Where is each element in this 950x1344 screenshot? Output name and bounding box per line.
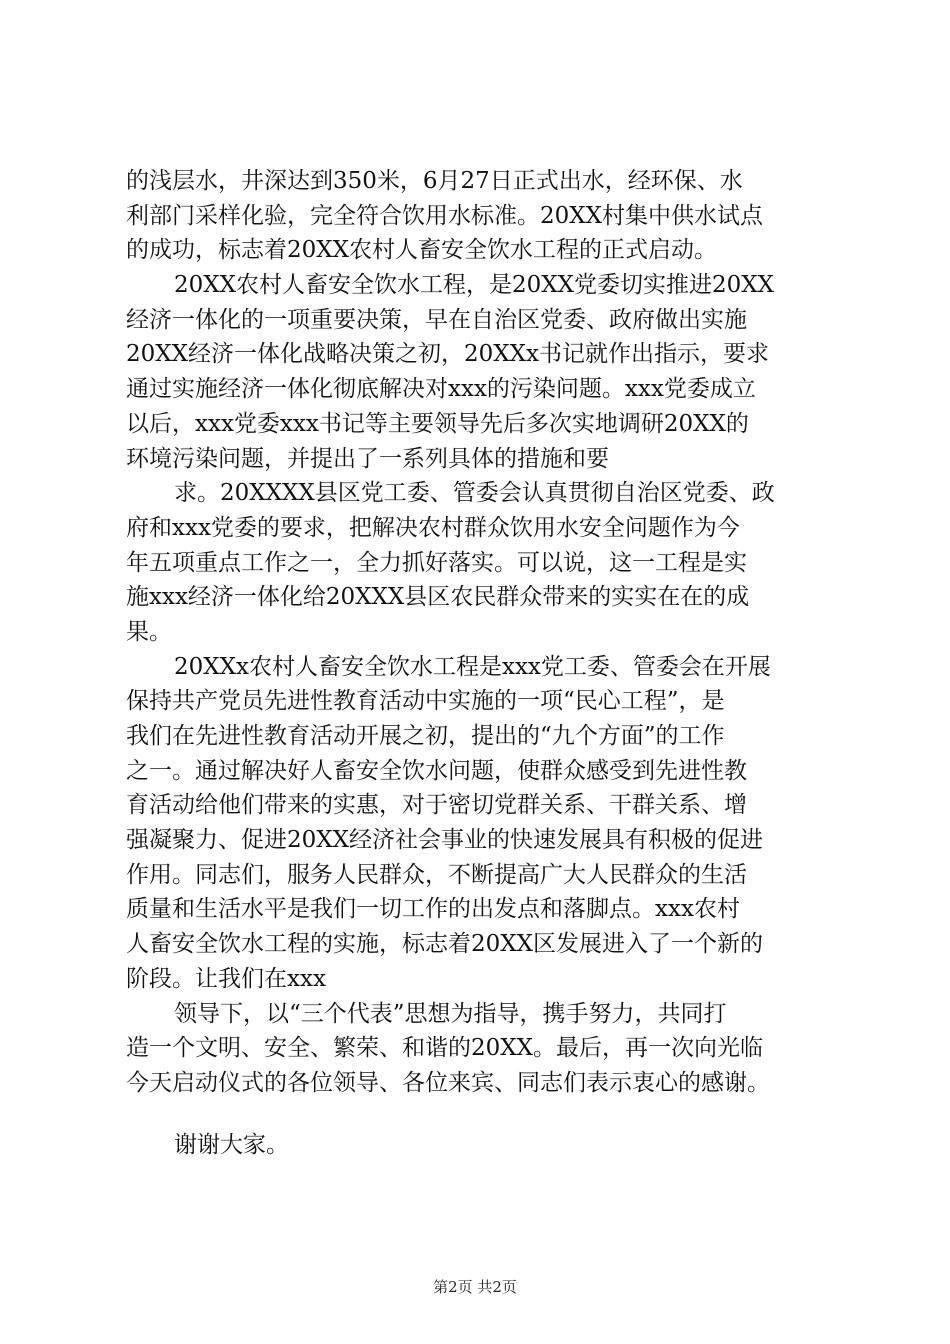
text-line: 利部门采样化验，完全符合饮用水标准。20XX村集中供水试点 — [126, 202, 764, 229]
text-line: 府和xxx党委的要求，把解决农村群众饮用水安全问题作为今 — [126, 514, 740, 541]
text-line: 阶段。让我们在xxx — [126, 965, 326, 992]
text-line: 质量和生活水平是我们一切工作的出发点和落脚点。xxx农村 — [126, 896, 740, 923]
text-line: 我们在先进性教育活动开展之初，提出的“九个方面”的工作 — [126, 723, 725, 749]
text-line: 今天启动仪式的各位领导、各位来宾、同志们表示衷心的感谢。 — [126, 1069, 770, 1096]
text-line: 作用。同志们，服务人民群众，不断提高广大人民群众的生活 — [126, 861, 747, 888]
text-line: 果。 — [126, 618, 172, 645]
text-line: 求。20XXXX县区党工委、管委会认真贯彻自治区党委、政 — [174, 480, 775, 507]
text-line: 20XX经济一体化战略决策之初，20XXx书记就作出指示，要求 — [126, 341, 770, 368]
text-line: 领导下，以“三个代表”思想为指导，携手努力，共同打 — [174, 1000, 727, 1027]
text-line: 20XX农村人畜安全饮水工程，是20XX党委切实推进20XX — [174, 272, 775, 299]
text-line: 造一个文明、安全、繁荣、和谐的20XX。最后，再一次向光临 — [126, 1035, 764, 1062]
text-line: 的成功，标志着20XX农村人畜安全饮水工程的正式启动。 — [126, 237, 718, 264]
page-footer: 第2页 共2页 — [433, 1278, 517, 1296]
document-body — [126, 164, 836, 1101]
text-line: 人畜安全饮水工程的实施，标志着20XX区发展进入了一个新的 — [126, 931, 764, 958]
text-line: 的浅层水，井深达到350米，6月27日正式出水，经环保、水 — [126, 168, 743, 194]
text-line: 20XXx农村人畜安全饮水工程是xxx党工委、管委会在开展 — [174, 653, 771, 680]
text-line: 保持共产党员先进性教育活动中实施的一项“民心工程”，是 — [126, 688, 725, 715]
text-line: 年五项重点工作之一，全力抓好落实。可以说，这一工程是实 — [126, 549, 747, 576]
text-line: 强凝聚力、促进20XX经济社会事业的快速发展具有积极的促进 — [126, 827, 764, 854]
text-line: 育活动给他们带来的实惠，对于密切党群关系、干群关系、增 — [126, 792, 747, 819]
text-line: 环境污染问题，并提出了一系列具体的措施和要 — [126, 445, 609, 472]
text-line: 施xxx经济一体化给20XXX县区农民群众带来的实实在在的成 — [126, 584, 750, 611]
text-line: 经济一体化的一项重要决策，早在自治区党委、政府做出实施 — [126, 306, 747, 333]
text-line: 之一。通过解决好人畜安全饮水问题，使群众感受到先进性教 — [126, 757, 747, 784]
text-line: 以后，xxx党委xxx书记等主要领导先后多次实地调研20XX的 — [126, 410, 749, 437]
text-line: 通过实施经济一体化彻底解决对xxx的污染问题。xxx党委成立 — [126, 376, 756, 403]
closing-line: 谢谢大家。 — [174, 1132, 289, 1158]
